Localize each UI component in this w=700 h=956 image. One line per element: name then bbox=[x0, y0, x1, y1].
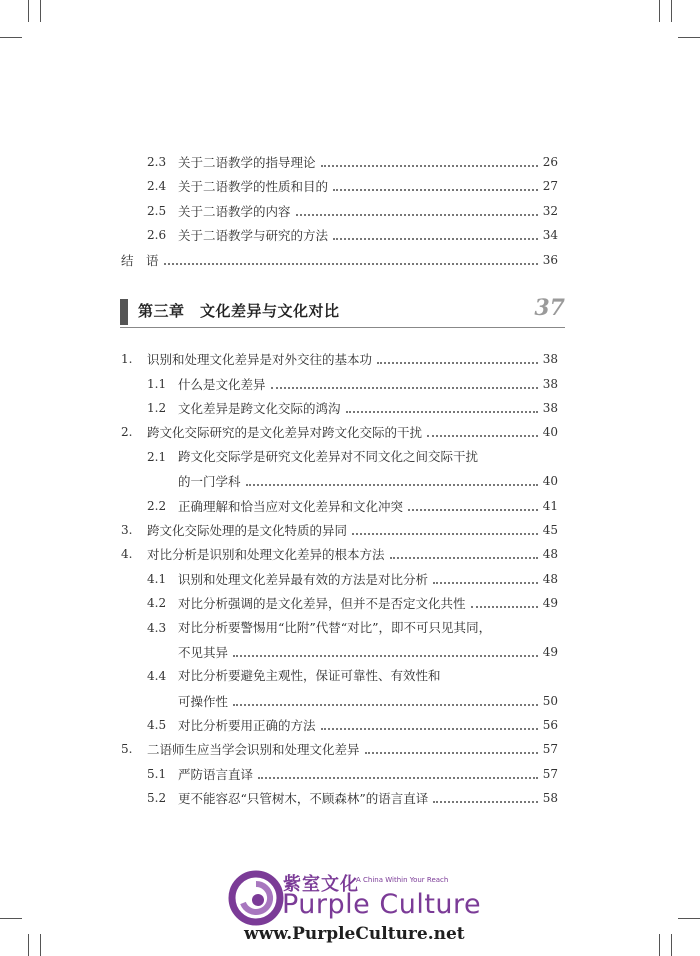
crop-mark bbox=[659, 0, 660, 22]
entry-title: 对比分析强调的是文化差异，但并不是否定文化共性 bbox=[178, 596, 466, 611]
entry-page: 38 bbox=[542, 401, 558, 415]
purple-culture-watermark bbox=[228, 862, 498, 952]
toc-entry[interactable] bbox=[0, 714, 700, 736]
watermark-tagline: A China Within Your Reach bbox=[356, 876, 449, 884]
toc-entry[interactable] bbox=[0, 151, 700, 173]
entry-number: 4.2 bbox=[147, 596, 167, 610]
toc-entry[interactable] bbox=[0, 397, 700, 419]
crop-mark bbox=[40, 0, 41, 22]
entry-number: 2.3 bbox=[147, 155, 167, 169]
entry-number: 2.4 bbox=[147, 179, 167, 193]
entry-title: 结 语 bbox=[121, 253, 159, 268]
watermark-brand: Purple Culture bbox=[282, 889, 482, 920]
entry-number: 4.1 bbox=[147, 572, 167, 586]
entry-number: 2.5 bbox=[147, 204, 167, 218]
dot-leader bbox=[471, 606, 538, 608]
entry-number: 1.2 bbox=[147, 401, 167, 415]
entry-page: 45 bbox=[542, 523, 558, 537]
entry-number: 2.2 bbox=[147, 499, 167, 513]
entry-page: 48 bbox=[542, 572, 558, 586]
entry-title: 识别和处理文化差异最有效的方法是对比分析 bbox=[178, 572, 429, 587]
toc-entry-continuation[interactable] bbox=[0, 690, 700, 712]
dot-leader bbox=[433, 801, 537, 803]
toc-entry[interactable] bbox=[0, 738, 700, 760]
entry-title: 关于二语教学的性质和目的 bbox=[178, 179, 329, 194]
chapter-title: 第三章 文化差异与文化对比 bbox=[138, 302, 340, 320]
watermark-url: www.PurpleCulture.net bbox=[244, 924, 465, 944]
entry-page: 40 bbox=[542, 425, 558, 439]
entry-page: 36 bbox=[542, 253, 558, 267]
entry-title: 识别和处理文化差异是对外交往的基本功 bbox=[147, 352, 373, 367]
entry-page: 50 bbox=[542, 694, 558, 708]
entry-title: 对比分析要避免主观性，保证可靠性、有效性和 bbox=[178, 668, 441, 683]
dot-leader bbox=[408, 509, 538, 511]
entry-title: 跨文化交际学是研究文化差异对不同文化之间交际干扰 bbox=[178, 449, 479, 464]
entry-title: 对比分析要用正确的方法 bbox=[178, 718, 316, 733]
entry-title: 跨文化交际处理的是文化特质的异同 bbox=[147, 523, 348, 538]
entry-number: 5. bbox=[121, 742, 133, 756]
crop-mark bbox=[0, 918, 22, 919]
entry-page: 27 bbox=[542, 179, 558, 193]
dot-leader bbox=[390, 557, 538, 559]
swirl-logo-icon bbox=[228, 870, 284, 926]
entry-page: 40 bbox=[542, 474, 558, 488]
entry-title: 对比分析是识别和处理文化差异的根本方法 bbox=[147, 547, 385, 562]
entry-title: 文化差异是跨文化交际的鸿沟 bbox=[178, 401, 341, 416]
entry-number: 1. bbox=[121, 352, 133, 366]
entry-page: 56 bbox=[542, 718, 558, 732]
crop-mark bbox=[671, 934, 672, 956]
dot-leader bbox=[427, 435, 538, 437]
toc-entry[interactable] bbox=[0, 224, 700, 246]
crop-mark bbox=[678, 37, 700, 38]
dot-leader bbox=[333, 238, 538, 240]
entry-number: 5.2 bbox=[147, 791, 167, 805]
entry-title: 关于二语教学与研究的方法 bbox=[178, 228, 329, 243]
dot-leader bbox=[258, 777, 538, 779]
chapter-bar bbox=[120, 299, 128, 325]
entry-title-continued: 的一门学科 bbox=[178, 474, 241, 489]
entry-page: 48 bbox=[542, 547, 558, 561]
toc-entry[interactable] bbox=[0, 763, 700, 785]
dot-leader bbox=[321, 165, 538, 167]
entry-number: 1.1 bbox=[147, 377, 167, 391]
crop-mark bbox=[0, 37, 22, 38]
crop-mark bbox=[671, 0, 672, 22]
toc-entry[interactable] bbox=[0, 175, 700, 197]
entry-page: 57 bbox=[542, 767, 558, 781]
crop-mark bbox=[28, 934, 29, 956]
entry-page: 49 bbox=[542, 645, 558, 659]
entry-title: 什么是文化差异 bbox=[178, 377, 266, 392]
watermark-chinese: 紫室文化 bbox=[283, 874, 359, 895]
entry-title-continued: 不见其异 bbox=[178, 645, 229, 660]
toc-entry[interactable] bbox=[0, 348, 700, 370]
entry-page: 58 bbox=[542, 791, 558, 805]
entry-number: 3. bbox=[121, 523, 133, 537]
toc-entry[interactable] bbox=[0, 787, 700, 809]
chapter-heading[interactable] bbox=[120, 295, 565, 328]
toc-entry[interactable] bbox=[0, 200, 700, 222]
entry-number: 4.5 bbox=[147, 718, 167, 732]
entry-title: 对比分析要警惕用“比附”代替“对比”，即不可只见其同， bbox=[178, 620, 492, 635]
entry-title-continued: 可操作性 bbox=[178, 694, 229, 709]
toc-entry[interactable] bbox=[0, 446, 700, 468]
entry-page: 26 bbox=[542, 155, 558, 169]
toc-entry-continuation[interactable] bbox=[0, 470, 700, 492]
crop-mark bbox=[678, 918, 700, 919]
entry-title: 关于二语教学的指导理论 bbox=[178, 155, 316, 170]
entry-page: 49 bbox=[542, 596, 558, 610]
dot-leader bbox=[233, 655, 538, 657]
dot-leader bbox=[346, 411, 538, 413]
entry-page: 34 bbox=[542, 228, 558, 242]
entry-title: 二语师生应当学会识别和处理文化差异 bbox=[147, 742, 360, 757]
dot-leader bbox=[333, 189, 538, 191]
entry-page: 38 bbox=[542, 377, 558, 391]
toc-entry[interactable] bbox=[0, 592, 700, 614]
crop-mark bbox=[40, 934, 41, 956]
toc-entry[interactable] bbox=[0, 421, 700, 443]
entry-page: 41 bbox=[542, 499, 558, 513]
toc-entry[interactable] bbox=[0, 568, 700, 590]
entry-number: 4. bbox=[121, 547, 133, 561]
entry-title: 关于二语教学的内容 bbox=[178, 204, 291, 219]
entry-number: 2.1 bbox=[147, 450, 167, 464]
chapter-page-number: 37 bbox=[534, 295, 565, 321]
entry-title: 正确理解和恰当应对文化差异和文化冲突 bbox=[178, 499, 404, 514]
dot-leader bbox=[233, 704, 538, 706]
crop-mark bbox=[28, 0, 29, 22]
toc-entry[interactable] bbox=[0, 543, 700, 565]
toc-entry-continuation[interactable] bbox=[0, 641, 700, 663]
entry-number: 2. bbox=[121, 425, 133, 439]
entry-title: 更不能容忍“只管树木，不顾森林”的语言直译 bbox=[178, 791, 429, 806]
entry-page: 38 bbox=[542, 352, 558, 366]
chapter-rule bbox=[120, 327, 565, 328]
dot-leader bbox=[433, 582, 538, 584]
dot-leader bbox=[365, 752, 538, 754]
entry-number: 5.1 bbox=[147, 767, 167, 781]
entry-page: 32 bbox=[542, 204, 558, 218]
crop-mark bbox=[659, 934, 660, 956]
dot-leader bbox=[271, 387, 538, 389]
entry-title: 跨文化交际研究的是文化差异对跨文化交际的干扰 bbox=[147, 425, 423, 440]
dot-leader bbox=[321, 728, 538, 730]
toc-entry[interactable] bbox=[0, 495, 700, 517]
toc-entry[interactable] bbox=[0, 665, 700, 687]
dot-leader bbox=[296, 214, 538, 216]
dot-leader bbox=[164, 263, 538, 265]
entry-number: 2.6 bbox=[147, 228, 167, 242]
entry-number: 4.3 bbox=[147, 621, 167, 635]
toc-entry-conclusion[interactable] bbox=[0, 249, 700, 271]
entry-title: 严防语言直译 bbox=[178, 767, 254, 782]
dot-leader bbox=[246, 484, 538, 486]
entry-number: 4.4 bbox=[147, 669, 167, 683]
toc-entry[interactable] bbox=[0, 617, 700, 639]
toc-entry[interactable] bbox=[0, 519, 700, 541]
toc-entry[interactable] bbox=[0, 373, 700, 395]
entry-page: 57 bbox=[542, 742, 558, 756]
dot-leader bbox=[377, 362, 538, 364]
dot-leader bbox=[352, 533, 538, 535]
